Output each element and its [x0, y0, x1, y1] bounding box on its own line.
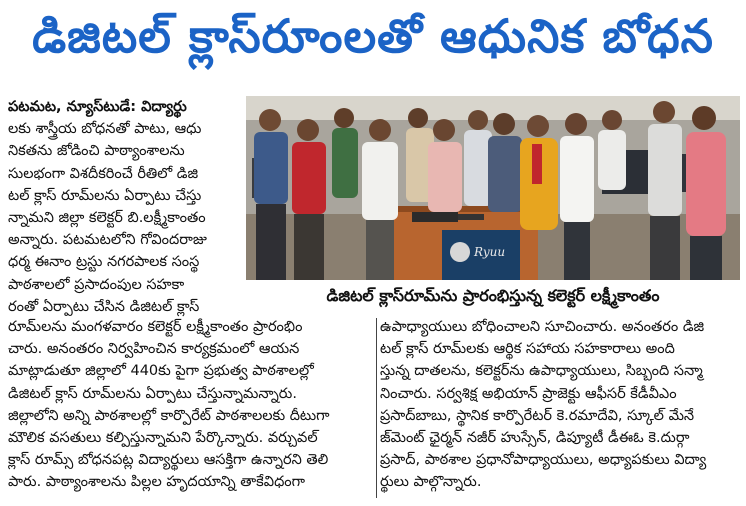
article-line: ధర్మ ఈనాం ట్రస్టు నగరపాలక సంస్థ: [8, 254, 200, 271]
article-line: రంతో ఏర్పాటు చేసిన డిజిటల్ క్లాస్: [8, 298, 200, 315]
article-line: ప్రసాద్‌బాబు, స్థానిక కార్పొరేటర్ కె.రమాదేవి, స్కూల్ మేనే: [380, 407, 695, 424]
article-line: పటమట, న్యూస్‌టుడే: విద్యార్థు: [8, 99, 187, 115]
article-line: టల్ క్లాస్ రూమ్‌లను ఏర్పాటు చేస్తు: [8, 187, 202, 204]
headline: డిజిటల్ క్లాస్‌రూంలతో ఆధునిక బోధన: [32, 9, 714, 63]
article-column-bottom-right: [380, 316, 738, 494]
classroom-inauguration-photo: [246, 96, 740, 280]
article-line: నించారు. సర్వశిక్ష అభియాన్ ప్రాజెక్టు ఆఫీసర్ కేడీవీఎం: [380, 385, 677, 402]
banner-text: Ryuu: [474, 245, 506, 259]
article-line: మౌలిక వసతులు కల్పిస్తున్నామని పేర్కొన్నారు. వర్చువల్: [8, 429, 318, 446]
article-line: సులభంగా విశదీకరించే రీతిలో డిజి: [8, 165, 199, 182]
article-line: క్లాస్ రూమ్స్ బోధనపట్ల విద్యార్థులు ఆసక్తిగా ఉన్నారని తెలి: [8, 452, 329, 469]
article-line: లకు శాస్త్రీయ బోధనతో పాటు, ఆధు: [8, 121, 202, 138]
article-line: ప్రసాద్, పాఠశాల ప్రధానోపాధ్యాయులు, అధ్యాపకులు విద్యా: [380, 452, 707, 469]
article-line: న్నామని జిల్లా కలెక్టర్ బి.లక్ష్మీకాంతం: [8, 209, 206, 226]
article-line: జ్‌మెంట్ ఛైర్మన్ నజీర్ హుస్సేన్, డిప్యూటీ డీఈఓ కె.దుర్గా: [380, 429, 690, 446]
article-line: ర్థులు పాల్గొన్నారు.: [380, 474, 482, 491]
article-line: అన్నారు. పటమటలోని గోవిందరాజు: [8, 232, 207, 249]
article-line: చారు. అనంతరం నిర్వహించిన కార్యక్రమంలో ఆయన: [8, 341, 300, 358]
article-column-left: [8, 96, 244, 318]
article-line: డిజిటల్ క్లాస్ రూమ్‌లను ఏర్పాటు చేస్తున్నామన్నారు.: [8, 385, 297, 402]
article-line: స్తున్న దాతలను, కలెక్టర్‌ను ఉపాధ్యాయులు, సిబ్బంది సన్మా: [380, 363, 703, 380]
article-line: మాట్లాడుతూ జిల్లాలో 440కు పైగా ప్రభుత్వ పాఠశాలల్లో: [8, 363, 314, 380]
photo-caption: డిజిటల్ క్లాస్‌రూమ్‌ను ప్రారంభిస్తున్న కలెక్టర్ లక్ష్మీకాంతం: [326, 285, 660, 305]
article-column-bottom-left: [8, 316, 372, 494]
article-line: జిల్లాలోని అన్ని పాఠశాలల్లో కార్పొరేట్ పాఠశాలలకు దీటుగా: [8, 407, 330, 424]
article-line: నికతను జోడించి పాఠ్యాంశాలను: [8, 143, 185, 160]
news-photo: [246, 96, 740, 280]
article-line: పారు. పాఠ్యాంశాలను పిల్లల హృదయాన్ని తాకేవిధంగా: [8, 474, 306, 491]
article-line: రూమ్‌లను మంగళవారం కలెక్టర్ లక్ష్మీకాంతం ప్రారంభిం: [8, 319, 303, 335]
column-divider: [376, 318, 377, 498]
article-line: ఉపాధ్యాయులు బోధించాలని సూచించారు. అనంతరం డిజి: [380, 319, 705, 335]
article-line: పాఠశాలలో ప్రసాదంపుల సహకా: [8, 276, 185, 293]
article-line: టల్ క్లాస్ రూమ్‌లకు ఆర్థిక సహాయ సహకారాలు అంది: [380, 341, 675, 358]
